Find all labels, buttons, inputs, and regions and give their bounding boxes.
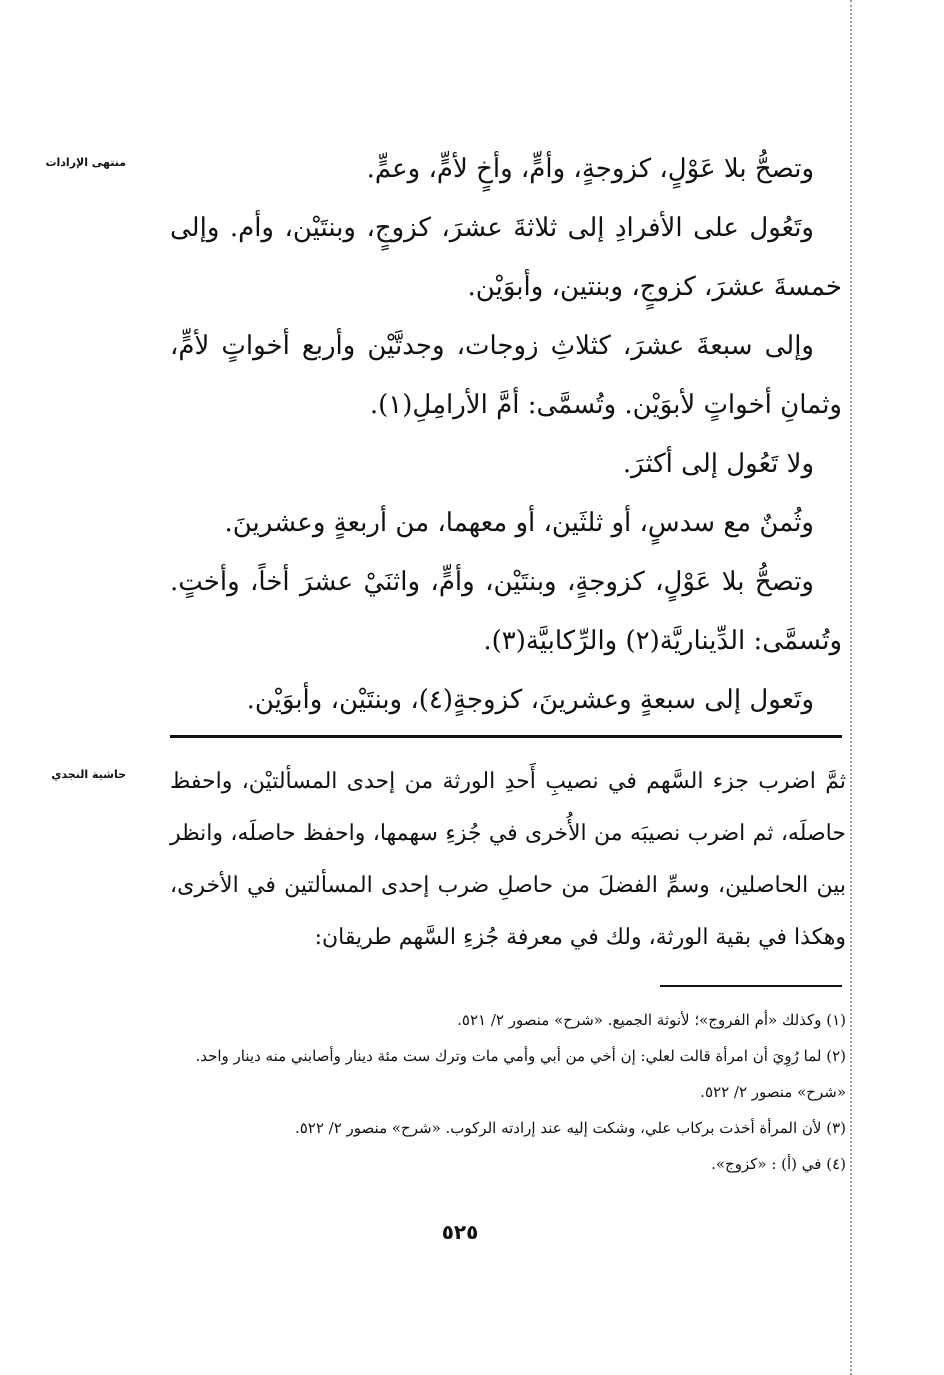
footnote-divider	[660, 985, 842, 987]
main-paragraph: وإلى سبعةَ عشرَ، كثلاثِ زوجات، وجدتَّيْن وأربع أخواتٍ لأمٍّ، وثمانِ أخواتٍ لأبوَيْن. وتُسمَّى: أمَّ الأرامِلِ(١).	[170, 331, 842, 420]
commentary-paragraph: ثمَّ اضرب جزء السَّهم في نصيبِ أَحدِ الورثة من إحدى المسألتيْن، واحفظ حاصلَه، ثم اضرب نصيبَه من الأُخرى في جُزءِ سهمها، واحفظ حاصلَه، وانظر بين الحاصلين، وسمِّ الفضلَ من حاصلِ ضرب إحدى المسألتين في الأخرى، وهكذا في بقية الورثة، ولك في معرفة جُزءِ السَّهم طريقان:	[170, 769, 846, 950]
footnote: (٢) لما رُوِيَ أن امرأة قالت لعلي: إن أخي من أبي وأمي مات وترك ست مئة دينار وأصابني منه دينار واحد. «شرح» منصور ٢/ ٥٢٢.	[195, 1047, 846, 1101]
main-paragraph: وتَعول إلى سبعةٍ وعشرينَ، كزوجةٍ(٤)، وبنتَيْن، وأبوَيْن.	[246, 685, 814, 715]
commentary-text	[170, 756, 846, 964]
main-paragraph: وتصحُّ بلا عَوْلٍ، كزوجةٍ، وبنتَيْن، وأمٍّ، واثنَيْ عشرَ أخاً، وأختٍ. وتُسمَّى: الدِّيناريَّة(٢) والرِّكابيَّة(٣).	[170, 567, 842, 656]
main-text	[170, 140, 842, 730]
main-paragraph: وتصحُّ بلا عَوْلٍ، كزوجةٍ، وأمٍّ، وأخٍ لأمٍّ، وعمٍّ.	[366, 154, 814, 184]
page-edge-dotted-line	[850, 0, 852, 1375]
footnote: (٣) لأن المرأة أخذت بركاب علي، وشكت إليه عند إرادته الركوب. «شرح» منصور ٢/ ٥٢٢.	[294, 1119, 846, 1137]
main-paragraph: ولا تَعُول إلى أكثرَ.	[622, 449, 814, 479]
footnote: (٤) في (أ) : «كزوج».	[711, 1155, 846, 1173]
footnotes	[170, 1002, 846, 1182]
section-divider	[170, 735, 842, 738]
footnote: (١) وكذلك «أم الفروج»؛ لأنوثة الجميع. «شرح» منصور ٢/ ٥٢١.	[457, 1011, 846, 1029]
commentary-title-label: حاشية النجدي	[51, 768, 126, 781]
page-number: ٥٢٥	[441, 1220, 479, 1244]
book-title-label: منتهى الإرادات	[45, 156, 126, 169]
main-paragraph: وتَعُول على الأفرادِ إلى ثلاثةَ عشرَ، كزوجٍ، وبنتَيْن، وأم. وإلى خمسةَ عشرَ، كزوجٍ، وبنتين، وأبوَيْن.	[170, 213, 842, 302]
main-paragraph: وثُمنٌ مع سدسٍ، أو ثلثَين، أو معهما، من أربعةٍ وعشرينَ.	[224, 508, 814, 538]
